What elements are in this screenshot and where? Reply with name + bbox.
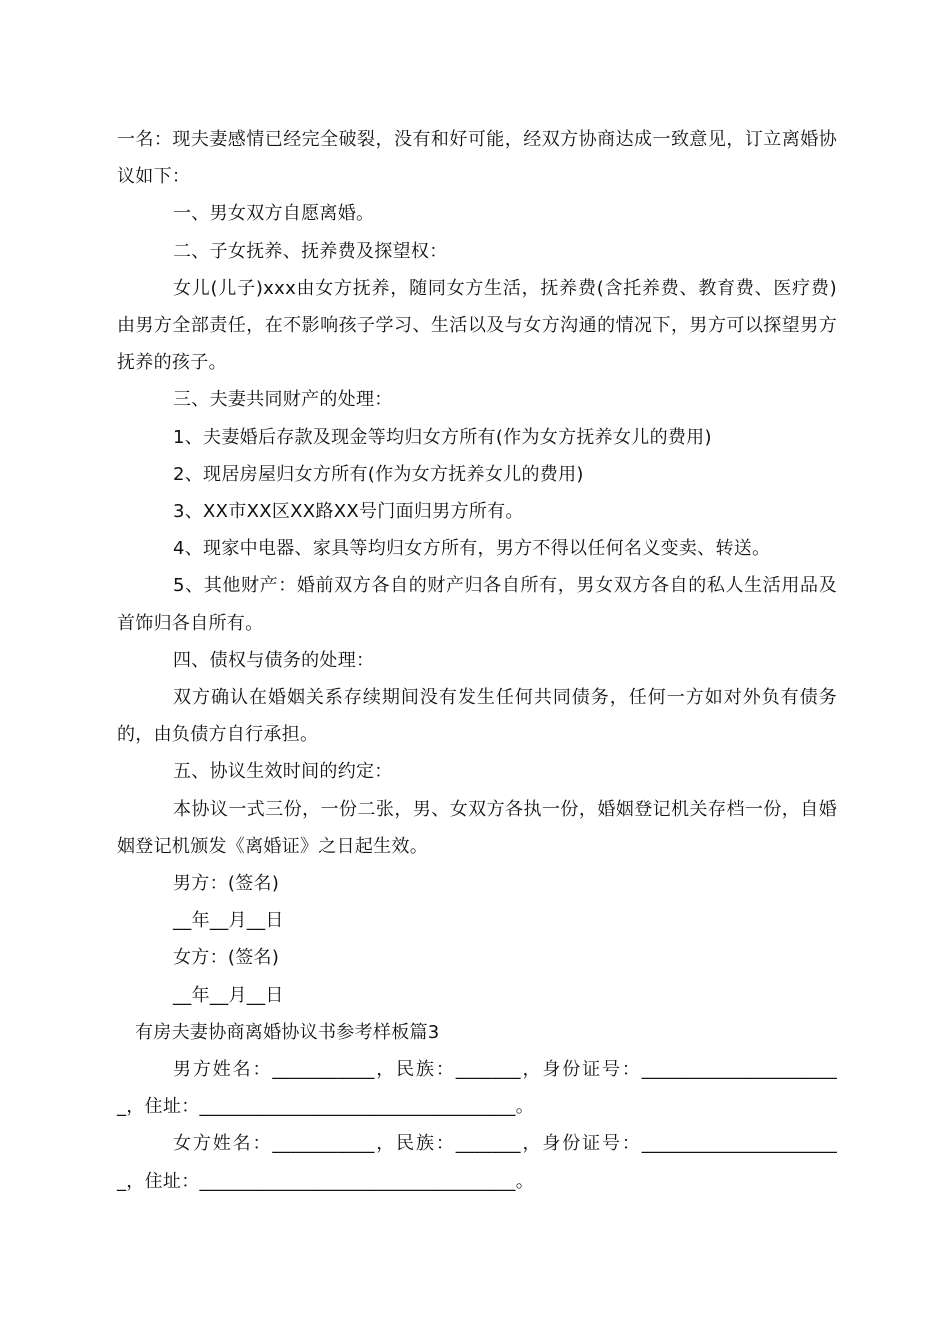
- section-2-body: 女儿(儿子)xxx由女方抚养，随同女方生活，抚养费(含托养费、教育费、医疗费)由男方全部责任，在不影响孩子学习、生活以及与女方沟通的情况下，男方可以探望男方抚养的孩子。: [117, 277, 837, 374]
- female-signature-line: 女方：(签名): [173, 947, 280, 969]
- section-4-body: 双方确认在婚姻关系存续期间没有发生任何共同债务，任何一方如对外负有债务的，由负债方自行承担。: [117, 687, 837, 746]
- section-5-body: 本协议一式三份，一份二张，男、女双方各执一份，婚姻登记机关存档一份，自婚姻登记机颁发《离婚证》之日起生效。: [117, 798, 837, 857]
- male-info-fields: 男方姓名：___________，民族：_______，身份证号：______________________，住址：__________________________________。: [117, 1059, 837, 1118]
- document-body: [117, 121, 837, 1200]
- section-1-heading: 一、男女双方自愿离婚。: [173, 203, 375, 225]
- section-3-item-4: 4、现家中电器、家具等均归女方所有，男方不得以任何名义变卖、转送。: [173, 538, 771, 560]
- female-date-line: __年__月__日: [173, 984, 284, 1006]
- female-info-fields: 女方姓名：___________，民族：_______，身份证号：______________________，住址：__________________________________。: [117, 1133, 837, 1192]
- section-3-item-3: 3、XX市XX区XX路XX号门面归男方所有。: [173, 501, 524, 523]
- male-signature-line: 男方：(签名): [173, 873, 280, 895]
- section-2-heading: 二、子女抚养、抚养费及探望权：: [173, 240, 448, 262]
- section-3-item-1: 1、夫妻婚后存款及现金等均归女方所有(作为女方抚养女儿的费用): [173, 426, 712, 448]
- section-3-item-2: 2、现居房屋归女方所有(作为女方抚养女儿的费用): [173, 463, 584, 485]
- male-date-line: __年__月__日: [173, 910, 284, 932]
- section-5-heading: 五、协议生效时间的约定：: [173, 761, 393, 783]
- section-3-heading: 三、夫妻共同财产的处理：: [173, 389, 393, 411]
- template-3-title: 有房夫妻协商离婚协议书参考样板篇3: [135, 1021, 440, 1043]
- section-4-heading: 四、债权与债务的处理：: [173, 649, 375, 671]
- section-3-item-5: 5、其他财产：婚前双方各自的财产归各自所有，男女双方各自的私人生活用品及首饰归各自所有。: [117, 575, 837, 634]
- intro-paragraph: 一名：现夫妻感情已经完全破裂，没有和好可能，经双方协商达成一致意见，订立离婚协议如下：: [117, 129, 837, 188]
